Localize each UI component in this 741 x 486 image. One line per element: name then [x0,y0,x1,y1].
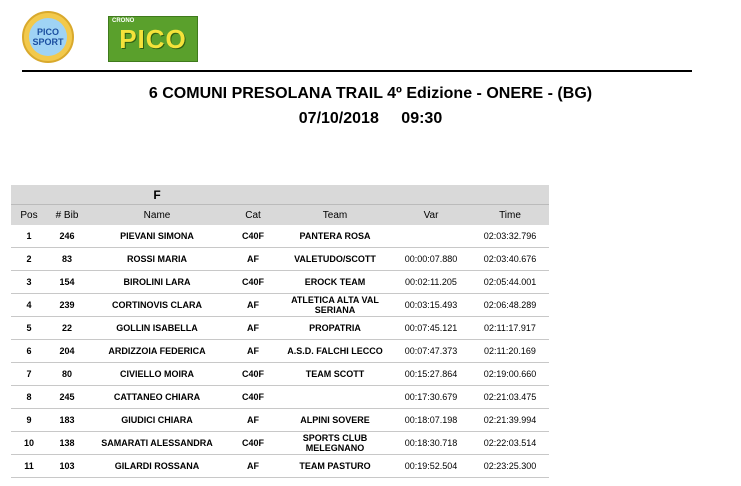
pico-sport-logo [22,11,74,63]
table-row [11,225,549,248]
logo-right-text: PICO [119,23,187,54]
cell-cat: C40F [227,432,279,455]
column-header-cat: Cat [227,205,279,226]
category-label: F [87,185,227,205]
event-datetime [0,110,741,128]
cell-time: 02:06:48.289 [471,294,549,317]
cell-bib: 245 [47,386,87,409]
logo-left-text-bottom: SPORT [32,37,64,47]
header-divider [22,70,692,72]
cell-var: 00:18:07.198 [391,409,471,432]
cell-var: 00:19:52.504 [391,455,471,478]
cell-name: CATTANEO CHIARA [87,386,227,409]
cell-name: GOLLIN ISABELLA [87,317,227,340]
cell-team: VALETUDO/SCOTT [279,248,391,271]
cell-time: 02:11:20.169 [471,340,549,363]
cell-cat: AF [227,317,279,340]
cell-pos: 10 [11,432,47,455]
cell-pos: 7 [11,363,47,386]
cell-team: A.S.D. FALCHI LECCO [279,340,391,363]
cell-team: ATLETICA ALTA VAL SERIANA [279,294,391,317]
cell-time: 02:21:03.475 [471,386,549,409]
cell-pos: 11 [11,455,47,478]
table-row [11,363,549,386]
cell-team: PANTERA ROSA [279,225,391,248]
cell-team: EROCK TEAM [279,271,391,294]
cell-pos: 9 [11,409,47,432]
table-row [11,386,549,409]
cell-time: 02:23:25.300 [471,455,549,478]
cell-var: 00:03:15.493 [391,294,471,317]
cell-name: ROSSI MARIA [87,248,227,271]
cell-var [391,225,471,248]
cell-pos: 3 [11,271,47,294]
cell-bib: 138 [47,432,87,455]
event-date: 07/10/2018 [298,110,379,127]
cell-pos: 1 [11,225,47,248]
cell-name: CORTINOVIS CLARA [87,294,227,317]
cell-var: 00:00:07.880 [391,248,471,271]
cell-pos: 8 [11,386,47,409]
pico-crono-logo [108,16,198,62]
category-row [11,185,549,205]
table-row [11,455,549,478]
logo-left-text-top: PICO [36,27,59,37]
cell-var: 00:15:27.864 [391,363,471,386]
table-row [11,432,549,455]
cell-bib: 80 [47,363,87,386]
cell-var: 00:02:11.205 [391,271,471,294]
cell-time: 02:03:40.676 [471,248,549,271]
cell-cat: AF [227,409,279,432]
cell-name: SAMARATI ALESSANDRA [87,432,227,455]
cell-pos: 6 [11,340,47,363]
cell-pos: 5 [11,317,47,340]
cell-team: TEAM PASTURO [279,455,391,478]
cell-var: 00:18:30.718 [391,432,471,455]
results-body [11,225,549,478]
cell-pos: 4 [11,294,47,317]
table-row [11,317,549,340]
cell-var: 00:07:47.373 [391,340,471,363]
results-table [11,185,549,478]
cell-name: PIEVANI SIMONA [87,225,227,248]
cell-bib: 183 [47,409,87,432]
column-header-row [11,205,549,226]
column-header-var: Var [391,205,471,226]
cell-time: 02:05:44.001 [471,271,549,294]
cell-name: CIVIELLO MOIRA [87,363,227,386]
logo-right-tag: CRONO [112,18,135,24]
table-row [11,271,549,294]
cell-cat: AF [227,340,279,363]
cell-bib: 204 [47,340,87,363]
cell-time: 02:03:32.796 [471,225,549,248]
cell-time: 02:11:17.917 [471,317,549,340]
cell-bib: 83 [47,248,87,271]
cell-pos: 2 [11,248,47,271]
cell-bib: 154 [47,271,87,294]
cell-name: ARDIZZOIA FEDERICA [87,340,227,363]
column-header-name: Name [87,205,227,226]
cell-bib: 103 [47,455,87,478]
cell-team: ALPINI SOVERE [279,409,391,432]
cell-cat: C40F [227,363,279,386]
column-header-pos: Pos [11,205,47,226]
cell-name: GIUDICI CHIARA [87,409,227,432]
table-row [11,294,549,317]
cell-cat: AF [227,294,279,317]
table-row [11,248,549,271]
cell-time: 02:22:03.514 [471,432,549,455]
cell-var: 00:07:45.121 [391,317,471,340]
column-header-time: Time [471,205,549,226]
cell-team [279,386,391,409]
cell-var: 00:17:30.679 [391,386,471,409]
column-header-team: Team [279,205,391,226]
cell-cat: C40F [227,225,279,248]
cell-bib: 22 [47,317,87,340]
event-time: 09:30 [401,110,443,127]
cell-team: PROPATRIA [279,317,391,340]
table-row [11,340,549,363]
cell-time: 02:19:00.660 [471,363,549,386]
column-header-bib: # Bib [47,205,87,226]
page-title: 6 COMUNI PRESOLANA TRAIL 4º Edizione - ONERE - (BG) [148,85,593,102]
cell-cat: AF [227,248,279,271]
cell-name: BIROLINI LARA [87,271,227,294]
table-row [11,409,549,432]
cell-cat: C40F [227,271,279,294]
cell-cat: C40F [227,386,279,409]
cell-time: 02:21:39.994 [471,409,549,432]
cell-bib: 239 [47,294,87,317]
cell-name: GILARDI ROSSANA [87,455,227,478]
cell-team: SPORTS CLUB MELEGNANO [279,432,391,455]
cell-team: TEAM SCOTT [279,363,391,386]
cell-cat: AF [227,455,279,478]
cell-bib: 246 [47,225,87,248]
